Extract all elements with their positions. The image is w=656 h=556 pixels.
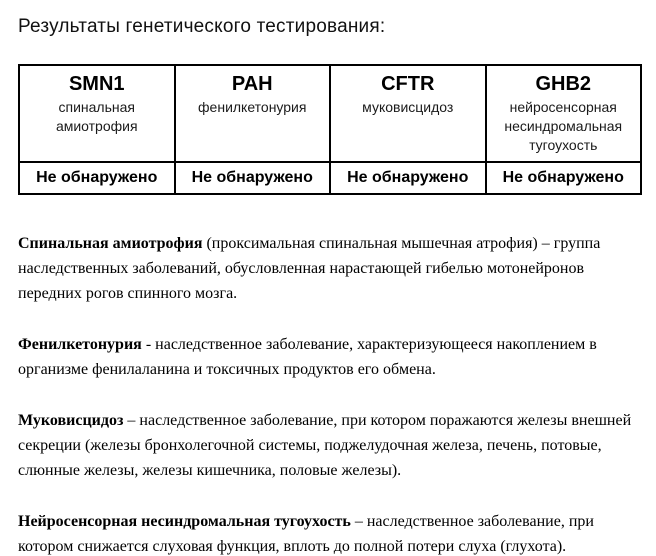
table-header-row — [19, 65, 641, 162]
gene-name: CFTR — [381, 73, 435, 95]
gene-name: GHB2 — [535, 73, 592, 95]
description-term: Муковисцидоз — [18, 412, 124, 429]
description-term: Фенилкетонурия — [18, 336, 142, 353]
disease-name: муковисцидоз — [362, 99, 454, 115]
gene-header-pah — [175, 65, 331, 162]
gene-header-ghb2 — [486, 65, 642, 162]
result-cell-pah: Не обнаружено — [175, 162, 331, 194]
description-term: Нейросенсорная несиндромальная тугоухость — [18, 513, 351, 530]
description-text: - наследственное заболевание, характеризующееся накоплением в организме фенилаланина и токсичных продуктов его обмена. — [18, 336, 597, 378]
page-title: Результаты генетического тестирования: — [18, 16, 386, 37]
description-text: (проксимальная спинальная мышечная атрофия) – группа наследственных заболеваний, обусловленная нарастающей гибелью мотонейронов передних рогов спинного мозга. — [18, 235, 601, 302]
gene-header-smn1 — [19, 65, 175, 162]
description-hearing-loss — [18, 509, 642, 556]
description-text: – наследственное заболевание, при котором снижается слуховая функция, вплоть до полной потери слуха (глухота). — [18, 513, 594, 555]
gene-header-cftr — [330, 65, 486, 162]
gene-name: SMN1 — [68, 73, 125, 95]
description-cystic-fibrosis — [18, 408, 642, 483]
result-cell-cftr: Не обнаружено — [330, 162, 486, 194]
result-cell-smn1: Не обнаружено — [19, 162, 175, 194]
disease-name: нейросенсорная несиндромальная тугоухость — [504, 99, 623, 153]
disease-descriptions — [18, 231, 642, 556]
description-term: Спинальная амиотрофия — [18, 235, 203, 252]
disease-name: спинальная амиотрофия — [55, 99, 138, 134]
genetic-results-table — [18, 64, 642, 195]
description-spinal-amyotrophy — [18, 231, 642, 306]
gene-name: PAH — [231, 73, 273, 95]
description-text: – наследственное заболевание, при котором поражаются железы внешней секреции (железы бронхолегочной системы, поджелудочная железа, печень, потовые, слюнные железы, железы кишечника, половые железы). — [18, 412, 632, 479]
table-result-row — [19, 162, 641, 194]
disease-name: фенилкетонурия — [198, 99, 307, 115]
result-cell-ghb2: Не обнаружено — [486, 162, 642, 194]
description-phenylketonuria — [18, 332, 642, 382]
